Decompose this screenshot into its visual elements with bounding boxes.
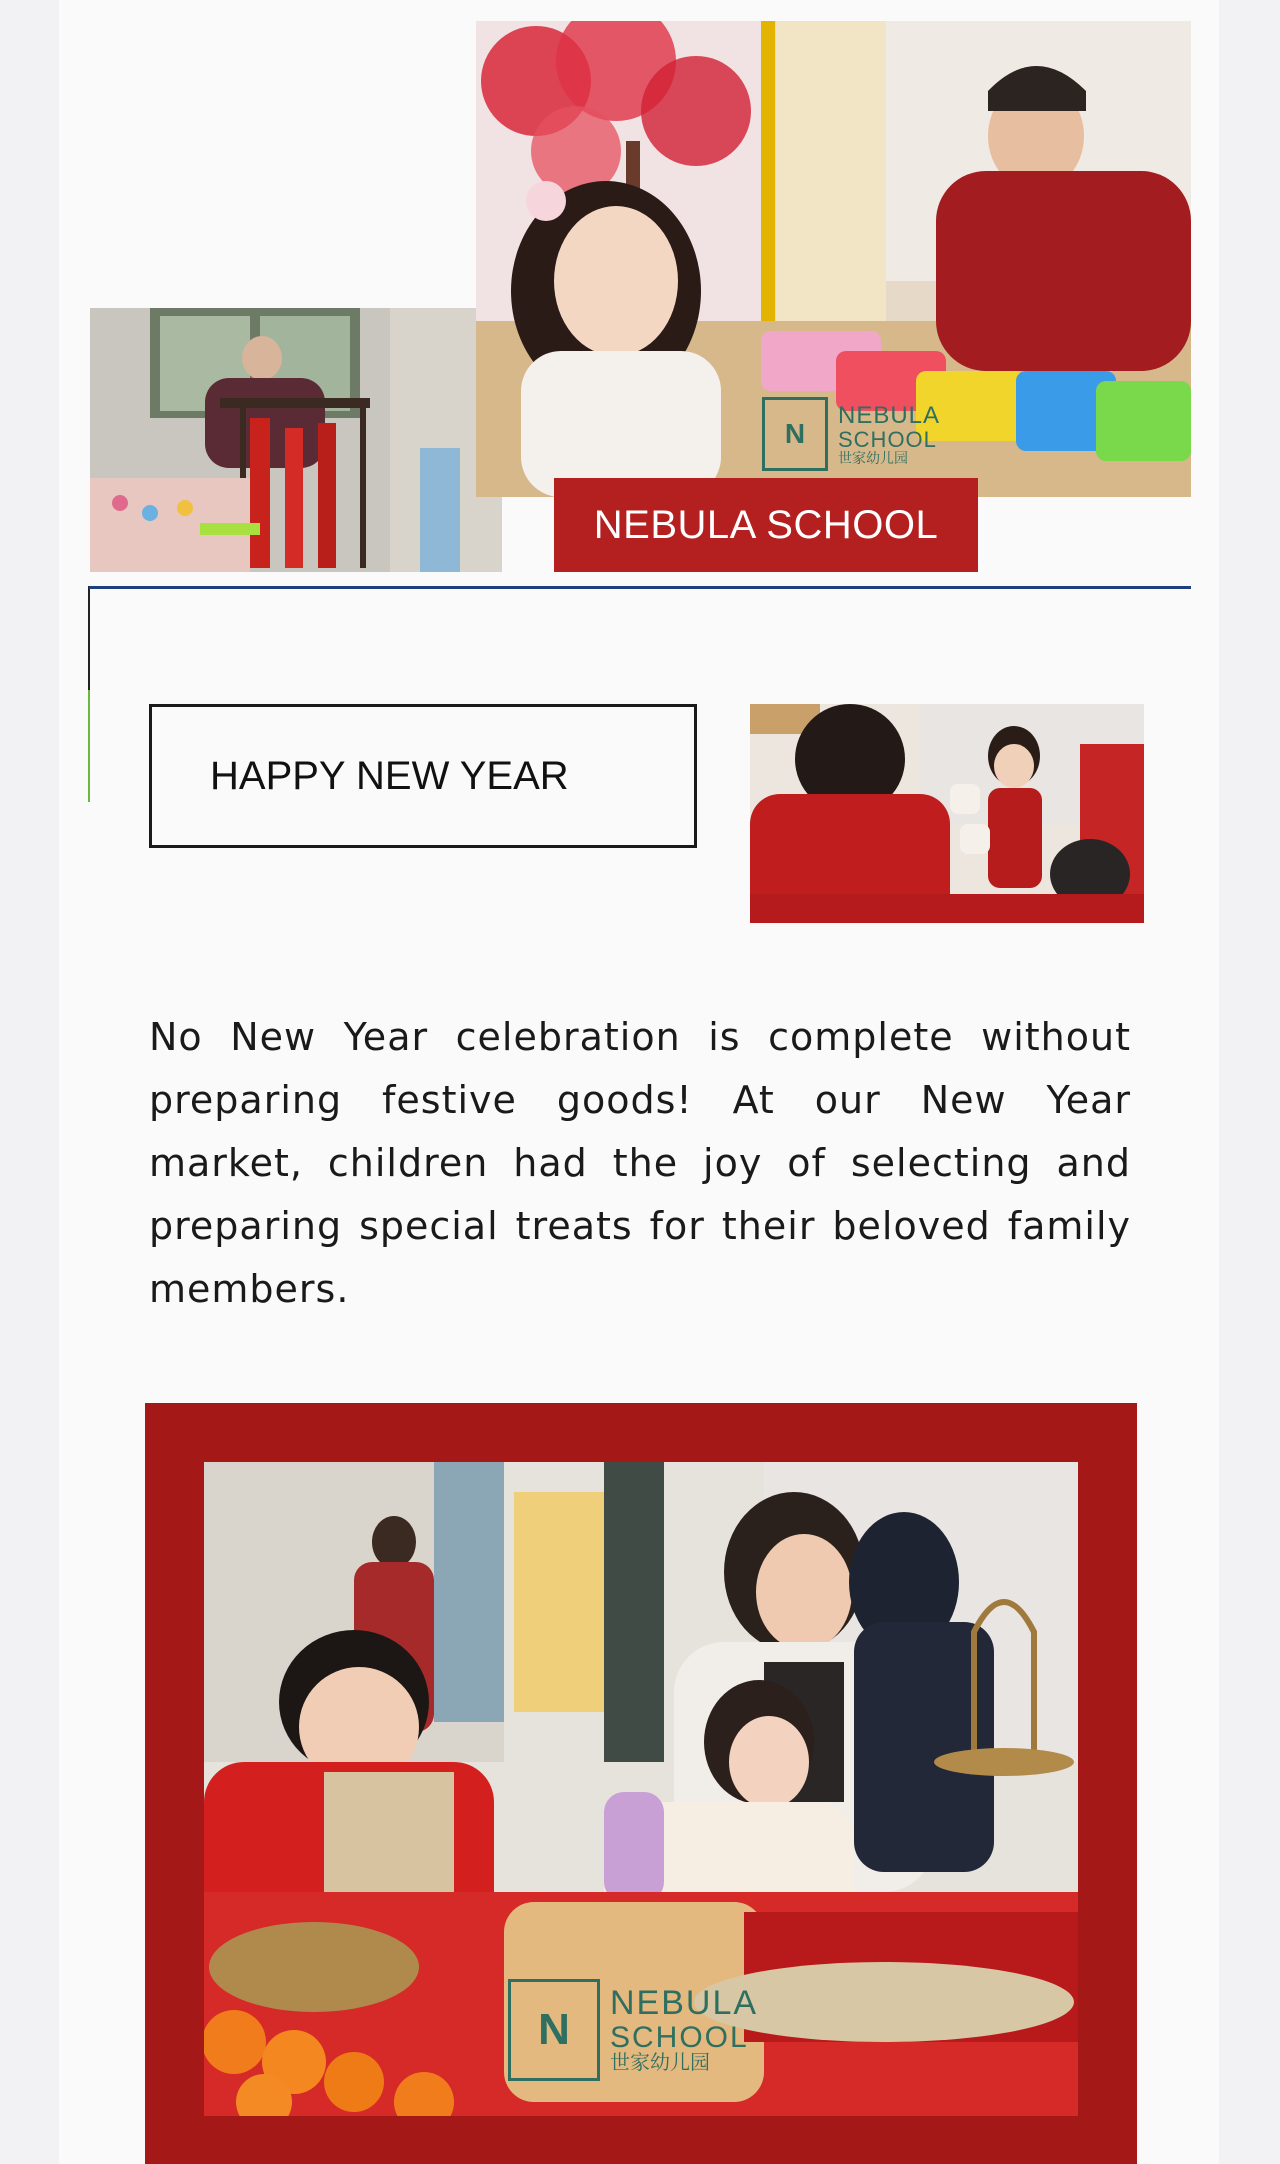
section-title-box (149, 704, 697, 848)
brand-badge: NEBULA SCHOOL (554, 478, 978, 572)
watermark-market-line1: NEBULA (610, 1983, 759, 2022)
watermark-text (838, 403, 940, 466)
photo-frame (145, 1403, 1137, 2164)
nebula-logo-icon: N (762, 397, 828, 471)
watermark-logo-market (508, 1979, 758, 2081)
watermark-line3: 世家幼儿园 (838, 449, 908, 466)
photo-teacher-making-crafts[interactable] (750, 704, 1144, 923)
watermark-market-line2: SCHOOL (610, 2020, 749, 2054)
nebula-logo-icon-market: N (508, 1979, 600, 2081)
watermark-logo (762, 397, 940, 471)
section-divider (89, 586, 1191, 589)
photo-craft-tassels[interactable] (90, 308, 502, 572)
watermark-line2: SCHOOL (838, 426, 937, 452)
section-title: HAPPY NEW YEAR (210, 753, 569, 798)
watermark-market-line3: 世家幼儿园 (610, 2052, 710, 2075)
watermark-line1: NEBULA (838, 401, 941, 429)
decor-line-dark (88, 586, 90, 690)
decor-line-green (88, 690, 90, 802)
article-page (59, 0, 1219, 2164)
body-paragraph: No New Year celebration is complete without preparing festive goods! At our New Year market, children had the joy of selecting and preparing special treats for their beloved family members. (149, 1015, 1131, 1311)
watermark-text-market (610, 1983, 759, 2075)
